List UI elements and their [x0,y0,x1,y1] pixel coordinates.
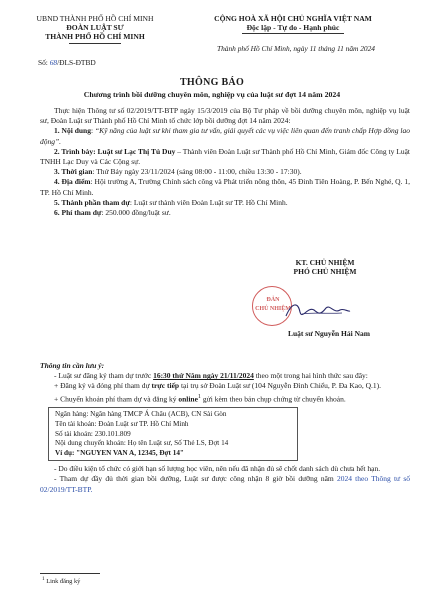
organization-header [20,14,170,44]
footnote-text: Link đăng ký [44,578,81,586]
opt1-bold: trực tiếp [151,381,180,391]
doc-no-number: 68 [49,58,58,67]
notes-section [40,361,410,495]
bank-line: Tên tài khoản: Đoàn Luật sư TP. Hồ Chí Minh [55,419,189,428]
dateline: Thành phố Hồ Chí Minh, ngày 11 tháng 11 năm 2024 [216,44,375,53]
credit-paragraph [40,474,410,494]
registration-paragraph [40,371,410,381]
doc-no-prefix: Số: [38,58,50,67]
speaker-label: 2. Trình bày: Luật sư Lạc Thị Tú Duy [54,146,176,156]
opt1-post: tại trụ sở Đoàn Luật sư (104 Nguyễn Đình Chiểu, P. Đa Kao, Q.1). [179,381,382,391]
item-participants [40,198,410,208]
option-online [40,392,410,405]
footnote [42,576,80,585]
online-registration-link[interactable]: online [178,394,198,404]
opt2-pre: + Chuyển khoản phí tham dự và đăng ký [54,394,179,404]
opt1-pre: + Đăng ký và đóng phí tham dự [54,381,152,391]
nation-line-2: Độc lập - Tự do - Hạnh phúc [246,23,340,33]
signature-title-2: PHÓ CHỦ NHIỆM [293,267,357,277]
footnote-number: 1 [42,576,45,582]
reg-pre: - Luật sư đăng ký tham dự trước [54,371,154,381]
content-text: “Kỹ năng của luật sư khi tham gia tư vấn, giải quyết các vụ việc liên quan đến tranh chấp Hợp đồng lao động”. [40,126,410,146]
bank-info-box [48,407,298,461]
fee-text: : 250.000 đồng/luật sư. [101,208,171,218]
signature-title-1: KT. CHỦ NHIỆM [295,258,355,267]
para3-pre: - Tham dự đầy đủ thời gian bồi dưỡng, Luật sư được công nhận 8 giờ bồi dưỡng năm [54,474,337,484]
speaker-text: – Thành viên Đoàn Luật sư Thành phố Hồ Chí Minh, Giám đốc Công ty Luật TNHH Lạc Duy và Các Cộng sự. [40,146,410,167]
org-line-2: ĐOÀN LUẬT SƯ [66,23,124,33]
participants-text: : Luật sư thành viên Đoàn Luật sư TP. Hồ Chí Minh. [129,197,288,207]
bank-line: Ví dụ: "NGUYEN VAN A, 12345, Đợt 14" [55,448,184,457]
registration-deadline: 16:30 thứ Năm ngày 21/11/2024 [153,371,254,381]
item-speaker [40,147,410,167]
item-place [40,177,410,197]
org-line-3: THÀNH PHỐ HỒ CHÍ MINH [45,32,145,42]
notes-title: Thông tin cần lưu ý: [40,361,105,370]
item-time [40,167,410,177]
item-fee [40,208,410,218]
document-number [38,58,96,67]
time-text: : Thứ Bảy ngày 23/11/2024 (sáng 08:00 - 11:00, chiều 13:30 - 17:30). [92,167,302,177]
org-line-1: UBND THÀNH PHỐ HỒ CHÍ MINH [36,14,154,23]
bank-line: Ngân hàng: Ngân hàng TMCP Á Châu (ACB), CN Sài Gòn [55,410,227,419]
doc-no-suffix: /ĐLS-ĐTBD [57,58,96,67]
signature-block [250,258,400,277]
opt2-post: gửi kèm theo bản chụp chứng từ chuyển khoản. [201,394,346,404]
option-direct [40,381,410,391]
capacity-paragraph: - Do điều kiện tổ chức có giới hạn số lượng học viên, nên nếu đã nhận đủ sẽ chốt danh sách dù chưa hết hạn. [54,464,381,474]
bank-line: Nội dung chuyển khoản: Họ tên Luật sư, Số Thẻ LS, Đợt 14 [55,439,229,448]
document-subtitle: Chương trình bồi dưỡng chuyên môn, nghiệp vụ của luật sư đợt 14 năm 2024 [83,90,341,99]
nation-divider [242,33,344,34]
opt2-footnote-ref: 1 [197,392,202,400]
para3-blue: 2024 theo Thông tư số 02/2019/TT-BTP. [40,474,410,494]
signer-name: Luật sư Nguyễn Hải Nam [288,329,371,338]
bank-line: Số tài khoản: 230.101.809 [55,429,131,438]
place-label: 4. Địa điểm [54,177,91,187]
content-label: 1. Nội dung [54,126,91,136]
org-divider [69,43,121,44]
document-title: THÔNG BÁO [179,77,245,88]
stamp-text-1: ĐẢN [266,297,280,303]
time-label: 3. Thời gian [54,167,93,177]
participants-label: 5. Thành phần tham dự [54,197,130,207]
intro-paragraph: Thực hiện Thông tư số 02/2019/TT-BTP ngày 15/3/2019 của Bộ Tư pháp về bồi dưỡng chuyên môn, nghiệp vụ luật sư, Đoàn Luật sư Thành phố Hồ Chí Minh tổ chức lớp bồi dưỡng đợt 14 năm 2024: [40,106,410,126]
stamp-text-2: CHỦ NHIỆM [255,306,291,312]
item-content: 1. Nội dung: “Kỹ năng của luật sư khi tham gia tư vấn, giải quyết các vụ việc liên quan đến tranh chấp Hợp đồng lao động”. [40,126,410,146]
reg-post: theo một trong hai hình thức sau đây: [253,371,368,381]
document-body [40,106,410,218]
nation-line-1: CỘNG HOÀ XÃ HỘI CHỦ NGHĨA VIỆT NAM [214,14,372,23]
handwritten-signature [282,296,352,324]
fee-label: 6. Phí tham dự [54,208,102,218]
footnote-divider [40,573,100,574]
place-text: : Hội trường A, Trường Chính sách công và Phát triển nông thôn, 45 Đinh Tiên Hoàng, P. Bến Nghé, Q. 1, TP. Hồ Chí Minh. [40,177,410,197]
national-header [178,14,408,34]
